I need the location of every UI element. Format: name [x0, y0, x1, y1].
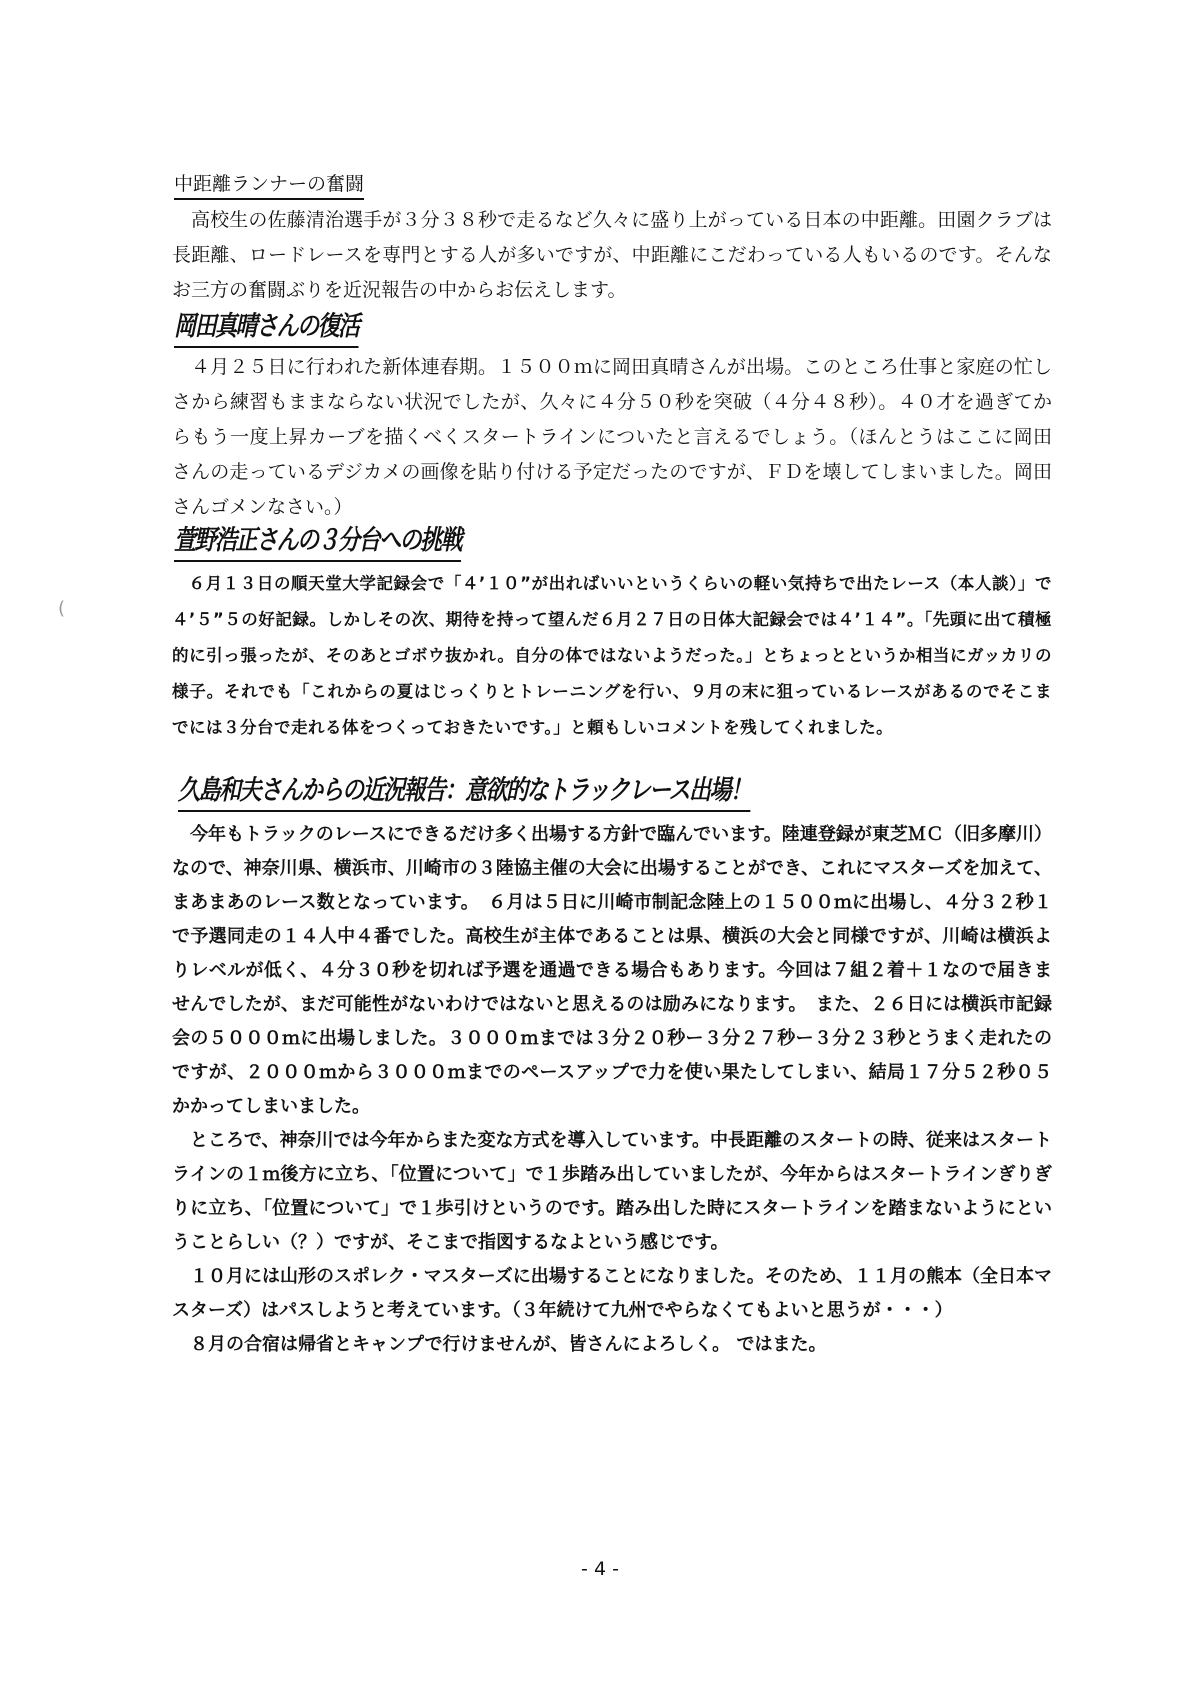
intro-heading: 中距離ランナーの奮闘	[174, 170, 364, 200]
section-okada	[172, 350, 1052, 525]
section-kushima	[172, 818, 1052, 1362]
section-heading-kushima: 久島和夫さんからの近況報告：意欲的なトラックレース出場！	[178, 772, 750, 812]
okada-paragraph: ４月２５日に行われた新体連春期。１５００ｍに岡田真晴さんが出場。このところ仕事と家庭の忙しさから練習もままならない状況でしたが、久々に４分５０秒を突破（４分４８秒）。４０才を過ぎてからもう一度上昇カーブを描くべくスタートラインについたと言えるでしょう。（ほんとうはここに岡田さんの走っているデジカメの画像を貼り付ける予定だったのですが、ＦＤを壊してしまいました。岡田さんゴメンなさい。）	[172, 356, 1052, 518]
kayano-paragraph: ６月１３日の順天堂大学記録会で「４’１０”が出ればいいというくらいの軽い気持ちで出たレース（本人談）」で４’５”５の好記録。しかしその次、期待を持って望んだ６月２７日の日体大記録会では４’１４”。「先頭に出て積極的に引っ張ったが、そのあとゴボウ抜かれ。自分の体ではないようだった。」とちょっとというか相当にガッカリの様子。それでも「これからの夏はじっくりとトレーニングを行い、９月の末に狙っているレースがあるのでそこまでには３分台で走れる体をつくっておきたいです。」と頼もしいコメントを残してくれました。	[172, 574, 1052, 737]
kushima-paragraph-4: ８月の合宿は帰省とキャンプで行けませんが、皆さんによろしく。 ではまた。	[190, 1334, 827, 1355]
page-number: - 4 -	[581, 1558, 619, 1580]
scan-artifact: (	[58, 598, 66, 619]
section-heading-kayano: 萱野浩正さんの３分台への挑戦	[174, 522, 461, 562]
kushima-paragraph-1: 今年もトラックのレースにできるだけ多く出場する方針で臨んでいます。陸連登録が東芝ＭＣ（旧多摩川）なので、神奈川県、横浜市、川崎市の３陸協主催の大会に出場することができ、これにマスターズを加えて、まあまあのレース数となっています。 ６月は５日に川崎市制記念陸上の１５００ｍに出場し、４分３２秒１で予選同走の１４人中４番でした。高校生が主体であることは県、横浜の大会と同様ですが、川崎は横浜よりレベルが低く、４分３０秒を切れば予選を通過できる場合もあります。今回は７組２着＋１なので届きませんでしたが、まだ可能性がないわけではないと思えるのは励みになります。 また、２６日には横浜市記録会の５０００ｍに出場しました。３０００ｍまでは３分２０秒ー３分２７秒ー３分２３秒とうまく走れたのですが、２０００ｍから３０００ｍまでのペースアップで力を使い果たしてしまい、結局１７分５２秒０５かかってしまいました。	[172, 824, 1052, 1117]
kushima-paragraph-3: １０月には山形のスポレク・マスターズに出場することになりました。そのため、１１月の熊本（全日本マスターズ）はパスしようと考えています。（３年続けて九州でやらなくてもよいと思うが・・・）	[172, 1266, 1053, 1321]
intro-block	[172, 203, 1052, 308]
intro-paragraph: 高校生の佐藤清治選手が３分３８秒で走るなど久々に盛り上がっている日本の中距離。田園クラブは長距離、ロードレースを専門とする人が多いですが、中距離にこだわっている人もいるのです。そんなお三方の奮闘ぶりを近況報告の中からお伝えします。	[172, 209, 1052, 301]
section-heading-okada: 岡田真晴さんの復活	[174, 308, 359, 348]
section-kayano	[172, 566, 1052, 746]
kushima-paragraph-2: ところで、神奈川では今年からまた変な方式を導入しています。中長距離のスタートの時、従来はスタートラインの１ｍ後方に立ち、「位置について」で１歩踏み出していましたが、今年からはスタートラインぎりぎりに立ち、「位置について」で１歩引けというのです。踏み出した時にスタートラインを踏まないようにということらしい（？）ですが、そこまで指図するなよという感じです。	[172, 1130, 1053, 1253]
